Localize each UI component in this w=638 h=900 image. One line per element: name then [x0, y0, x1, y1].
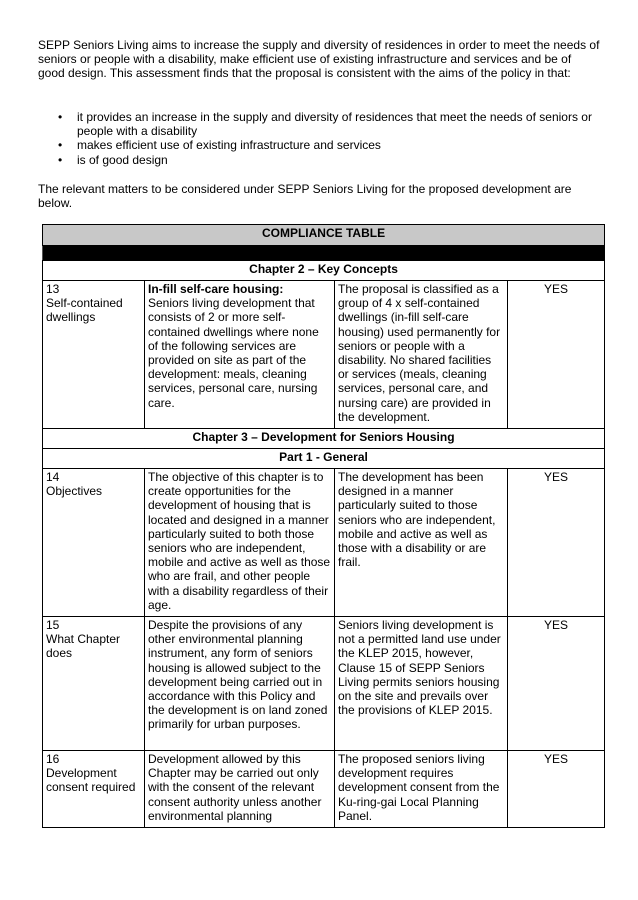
compliance-result: YES	[508, 469, 605, 617]
lead-in-paragraph: The relevant matters to be considered under SEPP Seniors Living for the proposed development are below.	[38, 182, 572, 211]
clause-number: 14	[46, 470, 60, 484]
comment-cell: The proposal is classified as a group of 4 x self-contained dwellings (in-fill self-care housing) used permanently for seniors or people with a disability. No shared facilities or services (meals, cleaning services, personal care, and nursing care) are provided in the development.	[335, 281, 508, 429]
clause-name: Objectives	[46, 484, 103, 499]
clause-cell	[43, 751, 145, 828]
comment-cell: Seniors living development is not a permitted land use under the KLEP 2015, however, Clause 15 of SEPP Seniors Living permits seniors housing on the site and prevails over the provisions of KLEP 2015.	[335, 617, 508, 751]
bullet-item: • is of good design	[58, 153, 598, 167]
requirement-cell	[145, 281, 335, 429]
table-header-bar	[43, 246, 605, 261]
clause-number: 13	[46, 282, 60, 296]
header-cell	[43, 246, 145, 261]
bullet-item: • makes efficient use of existing infrastructure and services	[58, 138, 598, 152]
table-title-row	[43, 225, 605, 246]
clause-cell	[43, 469, 145, 617]
requirement-cell: The objective of this chapter is to create opportunities for the development of housing that is located and designed in a manner particularly suited to both those seniors who are independent, mobile and active as well as those who are frail, and other people with a disability regardless of their age.	[145, 469, 335, 617]
clause-cell	[43, 281, 145, 429]
section-row	[43, 429, 605, 449]
section-row	[43, 449, 605, 469]
requirement-cell: Despite the provisions of any other environmental planning instrument, any form of seniors housing is allowed subject to the development being carried out in accordance with this Policy and the development is on land zoned primarily for urban purposes.	[145, 617, 335, 751]
compliance-result: YES	[508, 617, 605, 751]
clause-number: 15	[46, 618, 60, 632]
header-cell	[508, 246, 605, 261]
section-heading: Chapter 3 – Development for Seniors Housing	[43, 429, 605, 449]
aims-bullet-list	[58, 110, 598, 167]
bullet-item: • it provides an increase in the supply and diversity of residences that meet the needs of seniors or people with a disability	[58, 110, 598, 138]
section-heading: Chapter 2 – Key Concepts	[43, 261, 605, 281]
table-row	[43, 617, 605, 751]
table-title: COMPLIANCE TABLE	[43, 225, 605, 246]
clause-name: Development consent required	[46, 766, 136, 795]
compliance-result: YES	[508, 751, 605, 828]
comment-cell: The development has been designed in a manner particularly suited to those seniors who are independent, mobile and active as well as those with a disability or are frail.	[335, 469, 508, 617]
intro-paragraph: SEPP Seniors Living aims to increase the supply and diversity of residences in order to meet the needs of seniors or people with a disability, make efficient use of existing infrastructure and services and be of good design. This assessment finds that the proposal is consistent with the aims of the policy in that:	[38, 38, 600, 81]
header-cell	[145, 246, 335, 261]
section-row	[43, 261, 605, 281]
table-row	[43, 281, 605, 429]
requirement-heading: In-fill self-care housing:	[148, 282, 284, 296]
requirement-cell: Development allowed by this Chapter may be carried out only with the consent of the relevant consent authority unless another environmental planning	[145, 751, 335, 828]
header-cell	[335, 246, 508, 261]
clause-number: 16	[46, 752, 60, 766]
requirement-text: Seniors living development that consists of 2 or more self-contained dwellings where none of the following services are provided on site as part of the development: meals, cleaning services, personal care, nursing care.	[148, 296, 319, 410]
table-row	[43, 469, 605, 617]
compliance-table	[42, 224, 605, 828]
comment-cell: The proposed seniors living development requires development consent from the Ku-ring-gai Local Planning Panel.	[335, 751, 508, 828]
clause-name: What Chapter does	[46, 632, 121, 661]
compliance-result: YES	[508, 281, 605, 429]
table-row	[43, 751, 605, 828]
clause-cell	[43, 617, 145, 751]
clause-name: Self-contained dwellings	[46, 296, 123, 325]
section-heading: Part 1 - General	[43, 449, 605, 469]
